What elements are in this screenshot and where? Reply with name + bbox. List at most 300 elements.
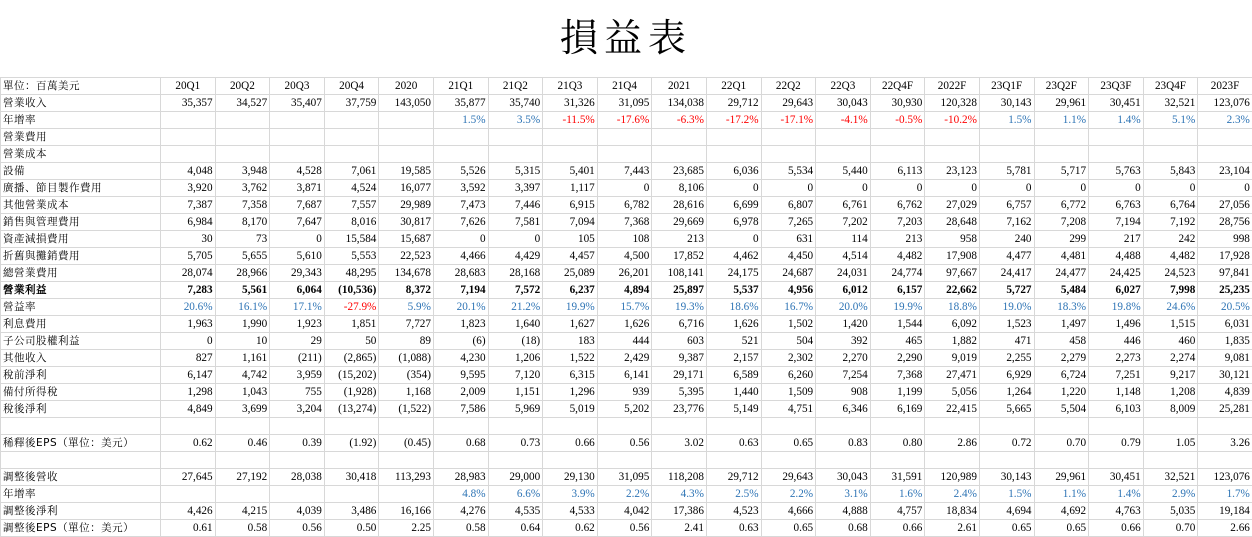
table-cell: 120,328 bbox=[925, 95, 980, 112]
table-cell bbox=[270, 112, 325, 129]
table-cell: 2,302 bbox=[761, 350, 816, 367]
table-row bbox=[1, 180, 1252, 197]
table-cell: 4,042 bbox=[597, 503, 652, 520]
row-label: 折舊與攤銷費用 bbox=[1, 248, 161, 265]
table-cell: 29,669 bbox=[652, 214, 707, 231]
table-cell: 29,712 bbox=[706, 95, 761, 112]
table-cell bbox=[706, 129, 761, 146]
table-cell: 4,466 bbox=[433, 248, 488, 265]
table-cell: 504 bbox=[761, 333, 816, 350]
table-cell: -17.1% bbox=[761, 112, 816, 129]
table-cell: 6,929 bbox=[979, 367, 1034, 384]
table-cell: 29,643 bbox=[761, 95, 816, 112]
table-cell: 30,817 bbox=[379, 214, 434, 231]
table-cell: 28,038 bbox=[270, 469, 325, 486]
table-cell: 29,343 bbox=[270, 265, 325, 282]
table-cell: 4,429 bbox=[488, 248, 543, 265]
table-cell: 0.62 bbox=[161, 435, 216, 452]
table-cell bbox=[706, 418, 761, 435]
table-cell: 6,699 bbox=[706, 197, 761, 214]
table-cell: 4,533 bbox=[543, 503, 598, 520]
table-cell: 4,215 bbox=[215, 503, 270, 520]
table-cell: 2.61 bbox=[925, 520, 980, 537]
table-cell bbox=[979, 452, 1034, 469]
table-cell: 0.64 bbox=[488, 520, 543, 537]
table-cell: 3.26 bbox=[1198, 435, 1252, 452]
table-cell: 7,061 bbox=[324, 163, 379, 180]
table-cell: 0.66 bbox=[870, 520, 925, 537]
table-cell: 7,581 bbox=[488, 214, 543, 231]
table-cell: 4,477 bbox=[979, 248, 1034, 265]
table-cell: 27,192 bbox=[215, 469, 270, 486]
table-cell: 0.56 bbox=[597, 520, 652, 537]
row-label: 營業費用 bbox=[1, 129, 161, 146]
table-cell: 7,265 bbox=[761, 214, 816, 231]
table-cell: 7,208 bbox=[1034, 214, 1089, 231]
table-cell: 4,514 bbox=[816, 248, 871, 265]
table-cell bbox=[652, 129, 707, 146]
column-header: 23Q2F bbox=[1034, 78, 1089, 95]
table-cell: 5,526 bbox=[433, 163, 488, 180]
row-label: 年增率 bbox=[1, 112, 161, 129]
table-cell: 183 bbox=[543, 333, 598, 350]
table-cell: 16,077 bbox=[379, 180, 434, 197]
table-cell: 31,095 bbox=[597, 95, 652, 112]
table-cell: -27.9% bbox=[324, 299, 379, 316]
table-cell: 4,482 bbox=[870, 248, 925, 265]
table-cell: 4,230 bbox=[433, 350, 488, 367]
table-cell: 1,161 bbox=[215, 350, 270, 367]
table-cell bbox=[215, 146, 270, 163]
table-cell bbox=[597, 129, 652, 146]
table-cell bbox=[488, 452, 543, 469]
table-cell: 6,157 bbox=[870, 282, 925, 299]
table-cell: 5,035 bbox=[1143, 503, 1198, 520]
column-header: 23Q4F bbox=[1143, 78, 1198, 95]
table-cell: 521 bbox=[706, 333, 761, 350]
table-row bbox=[1, 316, 1252, 333]
table-cell: 5,504 bbox=[1034, 401, 1089, 418]
table-cell bbox=[925, 146, 980, 163]
table-cell: 0.65 bbox=[1034, 520, 1089, 537]
table-cell: 6,763 bbox=[1089, 197, 1144, 214]
table-cell: 5,561 bbox=[215, 282, 270, 299]
table-cell: 0.58 bbox=[215, 520, 270, 537]
table-cell: 24,774 bbox=[870, 265, 925, 282]
table-cell: 5,056 bbox=[925, 384, 980, 401]
table-cell: 5,763 bbox=[1089, 163, 1144, 180]
table-cell bbox=[1034, 129, 1089, 146]
table-cell: 5,440 bbox=[816, 163, 871, 180]
table-cell: 5,149 bbox=[706, 401, 761, 418]
column-header: 21Q3 bbox=[543, 78, 598, 95]
table-cell: 6,346 bbox=[816, 401, 871, 418]
table-row bbox=[1, 299, 1252, 316]
table-cell: 4,894 bbox=[597, 282, 652, 299]
table-cell: 6,169 bbox=[870, 401, 925, 418]
table-cell: 6,036 bbox=[706, 163, 761, 180]
row-label: 其他收入 bbox=[1, 350, 161, 367]
table-cell bbox=[161, 486, 216, 503]
table-cell: (15,202) bbox=[324, 367, 379, 384]
row-label: 營業收入 bbox=[1, 95, 161, 112]
table-cell: 6.6% bbox=[488, 486, 543, 503]
table-cell bbox=[215, 486, 270, 503]
table-cell: 6,147 bbox=[161, 367, 216, 384]
table-cell: 1,199 bbox=[870, 384, 925, 401]
table-cell: 5,727 bbox=[979, 282, 1034, 299]
table-row bbox=[1, 214, 1252, 231]
table-cell: 1.7% bbox=[1198, 486, 1252, 503]
table-cell: 28,168 bbox=[488, 265, 543, 282]
table-cell: 0.56 bbox=[597, 435, 652, 452]
table-cell: 30,930 bbox=[870, 95, 925, 112]
table-row bbox=[1, 333, 1252, 350]
table-cell: 5,537 bbox=[706, 282, 761, 299]
table-cell: 1.1% bbox=[1034, 112, 1089, 129]
table-row bbox=[1, 163, 1252, 180]
table-cell bbox=[324, 146, 379, 163]
table-cell: 2,157 bbox=[706, 350, 761, 367]
table-cell: 30,143 bbox=[979, 469, 1034, 486]
row-label: 稀釋後EPS（單位：美元） bbox=[1, 435, 161, 452]
table-cell: 25,281 bbox=[1198, 401, 1252, 418]
table-cell: 15,584 bbox=[324, 231, 379, 248]
table-cell: 0.46 bbox=[215, 435, 270, 452]
column-header: 23Q1F bbox=[979, 78, 1034, 95]
table-cell: 2.9% bbox=[1143, 486, 1198, 503]
column-header: 20Q4 bbox=[324, 78, 379, 95]
table-cell: 5,315 bbox=[488, 163, 543, 180]
table-cell: 1,264 bbox=[979, 384, 1034, 401]
table-cell: (1,928) bbox=[324, 384, 379, 401]
table-cell: 24,425 bbox=[1089, 265, 1144, 282]
table-cell: 2,279 bbox=[1034, 350, 1089, 367]
column-header: 20Q2 bbox=[215, 78, 270, 95]
table-cell bbox=[706, 452, 761, 469]
table-cell: 0 bbox=[270, 231, 325, 248]
column-header: 2023F bbox=[1198, 78, 1252, 95]
table-cell: 3,397 bbox=[488, 180, 543, 197]
table-cell: 17,928 bbox=[1198, 248, 1252, 265]
table-cell: 29 bbox=[270, 333, 325, 350]
table-row bbox=[1, 435, 1252, 452]
table-cell: 32,521 bbox=[1143, 469, 1198, 486]
table-cell: 0.39 bbox=[270, 435, 325, 452]
table-cell: 4,757 bbox=[870, 503, 925, 520]
table-cell: 0 bbox=[488, 231, 543, 248]
table-cell: 18.8% bbox=[925, 299, 980, 316]
table-cell: 5,969 bbox=[488, 401, 543, 418]
row-label: 年增率 bbox=[1, 486, 161, 503]
table-cell: 0 bbox=[925, 180, 980, 197]
table-cell: 19.8% bbox=[1089, 299, 1144, 316]
table-cell: (6) bbox=[433, 333, 488, 350]
table-cell: 2.4% bbox=[925, 486, 980, 503]
table-cell bbox=[161, 146, 216, 163]
table-cell: 17,386 bbox=[652, 503, 707, 520]
table-cell: 29,171 bbox=[652, 367, 707, 384]
table-cell: 9,081 bbox=[1198, 350, 1252, 367]
table-cell: 0.66 bbox=[1089, 520, 1144, 537]
table-row bbox=[1, 282, 1252, 299]
table-cell: 7,283 bbox=[161, 282, 216, 299]
table-cell bbox=[870, 146, 925, 163]
table-row bbox=[1, 265, 1252, 282]
table-cell: 35,877 bbox=[433, 95, 488, 112]
table-cell: 3,948 bbox=[215, 163, 270, 180]
table-cell bbox=[488, 146, 543, 163]
table-cell bbox=[1198, 129, 1252, 146]
table-cell bbox=[1089, 418, 1144, 435]
table-cell: 465 bbox=[870, 333, 925, 350]
table-cell: 35,357 bbox=[161, 95, 216, 112]
table-cell: 31,591 bbox=[870, 469, 925, 486]
table-cell: 998 bbox=[1198, 231, 1252, 248]
table-cell: 108,141 bbox=[652, 265, 707, 282]
table-cell: 6,782 bbox=[597, 197, 652, 214]
table-cell: 6,716 bbox=[652, 316, 707, 333]
table-cell: 0.68 bbox=[816, 520, 871, 537]
table-cell: 123,076 bbox=[1198, 469, 1252, 486]
table-cell: 29,130 bbox=[543, 469, 598, 486]
table-cell: 21.2% bbox=[488, 299, 543, 316]
column-header: 2020 bbox=[379, 78, 434, 95]
table-cell: 24.6% bbox=[1143, 299, 1198, 316]
table-cell bbox=[488, 418, 543, 435]
table-cell bbox=[816, 129, 871, 146]
table-cell: 35,407 bbox=[270, 95, 325, 112]
table-cell: 5,401 bbox=[543, 163, 598, 180]
table-row bbox=[1, 520, 1252, 537]
table-cell: 114 bbox=[816, 231, 871, 248]
table-cell: 105 bbox=[543, 231, 598, 248]
table-cell: 1,220 bbox=[1034, 384, 1089, 401]
table-cell: 2,255 bbox=[979, 350, 1034, 367]
table-cell: 0 bbox=[1089, 180, 1144, 197]
table-cell: 4,763 bbox=[1089, 503, 1144, 520]
table-cell: 0.65 bbox=[761, 520, 816, 537]
table-cell: (1,522) bbox=[379, 401, 434, 418]
table-cell: 29,712 bbox=[706, 469, 761, 486]
table-cell: -10.2% bbox=[925, 112, 980, 129]
table-cell bbox=[543, 129, 598, 146]
table-cell: 4,481 bbox=[1034, 248, 1089, 265]
table-cell: 5.9% bbox=[379, 299, 434, 316]
table-cell: 30,418 bbox=[324, 469, 379, 486]
table-cell: 120,989 bbox=[925, 469, 980, 486]
table-cell: 17,852 bbox=[652, 248, 707, 265]
table-cell: 6,012 bbox=[816, 282, 871, 299]
table-cell: 2,274 bbox=[1143, 350, 1198, 367]
table-cell: 30,121 bbox=[1198, 367, 1252, 384]
table-cell: 4,849 bbox=[161, 401, 216, 418]
table-cell: 7,194 bbox=[433, 282, 488, 299]
table-cell: 7,473 bbox=[433, 197, 488, 214]
table-cell bbox=[761, 452, 816, 469]
table-cell: 1,823 bbox=[433, 316, 488, 333]
table-cell: 0.79 bbox=[1089, 435, 1144, 452]
row-label: 營業成本 bbox=[1, 146, 161, 163]
table-cell: 5,843 bbox=[1143, 163, 1198, 180]
table-cell bbox=[488, 129, 543, 146]
table-cell bbox=[816, 452, 871, 469]
table-cell: 113,293 bbox=[379, 469, 434, 486]
row-label: 備付所得稅 bbox=[1, 384, 161, 401]
table-row bbox=[1, 231, 1252, 248]
table-cell: 15,687 bbox=[379, 231, 434, 248]
table-cell: 2.2% bbox=[597, 486, 652, 503]
table-cell: 755 bbox=[270, 384, 325, 401]
table-cell: 2.5% bbox=[706, 486, 761, 503]
table-row bbox=[1, 146, 1252, 163]
table-cell: 0.50 bbox=[324, 520, 379, 537]
table-cell: 9,217 bbox=[1143, 367, 1198, 384]
table-cell: 4,039 bbox=[270, 503, 325, 520]
row-label: 子公司股權利益 bbox=[1, 333, 161, 350]
table-cell: (18) bbox=[488, 333, 543, 350]
table-cell bbox=[379, 418, 434, 435]
table-cell: 7,998 bbox=[1143, 282, 1198, 299]
table-cell: 4,742 bbox=[215, 367, 270, 384]
table-cell: 30,143 bbox=[979, 95, 1034, 112]
table-cell: 0.56 bbox=[270, 520, 325, 537]
table-cell bbox=[652, 418, 707, 435]
table-cell: (1,088) bbox=[379, 350, 434, 367]
table-cell: 6,260 bbox=[761, 367, 816, 384]
table-cell: 0.73 bbox=[488, 435, 543, 452]
table-cell: 97,841 bbox=[1198, 265, 1252, 282]
table-cell: 4,956 bbox=[761, 282, 816, 299]
table-cell: 0 bbox=[979, 180, 1034, 197]
table-cell bbox=[1198, 452, 1252, 469]
table-cell: 7,120 bbox=[488, 367, 543, 384]
table-cell: 29,000 bbox=[488, 469, 543, 486]
table-cell: 17.1% bbox=[270, 299, 325, 316]
table-cell: 0.72 bbox=[979, 435, 1034, 452]
table-cell: 6,027 bbox=[1089, 282, 1144, 299]
table-cell: -6.3% bbox=[652, 112, 707, 129]
table-cell: 3,699 bbox=[215, 401, 270, 418]
table-cell: 1,298 bbox=[161, 384, 216, 401]
table-cell: 4,523 bbox=[706, 503, 761, 520]
table-cell: 23,104 bbox=[1198, 163, 1252, 180]
table-cell: 10 bbox=[215, 333, 270, 350]
table-cell: 6,103 bbox=[1089, 401, 1144, 418]
column-header: 21Q1 bbox=[433, 78, 488, 95]
table-cell: 1,043 bbox=[215, 384, 270, 401]
table-cell: 19.9% bbox=[543, 299, 598, 316]
table-cell: 3.02 bbox=[652, 435, 707, 452]
table-row bbox=[1, 129, 1252, 146]
table-cell: 3.1% bbox=[816, 486, 871, 503]
table-cell: 31,326 bbox=[543, 95, 598, 112]
table-cell: 7,446 bbox=[488, 197, 543, 214]
table-cell: 4,276 bbox=[433, 503, 488, 520]
table-cell: 6,724 bbox=[1034, 367, 1089, 384]
table-cell: 19.9% bbox=[870, 299, 925, 316]
table-cell: 22,523 bbox=[379, 248, 434, 265]
table-cell bbox=[433, 452, 488, 469]
table-cell: 3,762 bbox=[215, 180, 270, 197]
table-cell: 1,206 bbox=[488, 350, 543, 367]
table-cell: 5,484 bbox=[1034, 282, 1089, 299]
table-cell: 4,694 bbox=[979, 503, 1034, 520]
table-cell: 0.80 bbox=[870, 435, 925, 452]
table-cell: 24,417 bbox=[979, 265, 1034, 282]
table-cell: 1,509 bbox=[761, 384, 816, 401]
table-cell: 28,648 bbox=[925, 214, 980, 231]
table-cell: 0.70 bbox=[1034, 435, 1089, 452]
table-cell: 25,897 bbox=[652, 282, 707, 299]
table-cell bbox=[925, 418, 980, 435]
table-cell: 7,387 bbox=[161, 197, 216, 214]
table-cell: 7,251 bbox=[1089, 367, 1144, 384]
table-cell bbox=[433, 146, 488, 163]
table-cell bbox=[379, 486, 434, 503]
table-cell: 27,645 bbox=[161, 469, 216, 486]
table-cell bbox=[270, 486, 325, 503]
table-cell: 24,477 bbox=[1034, 265, 1089, 282]
table-cell: 29,643 bbox=[761, 469, 816, 486]
table-cell: 6,757 bbox=[979, 197, 1034, 214]
table-cell: 22,415 bbox=[925, 401, 980, 418]
table-cell: 1,522 bbox=[543, 350, 598, 367]
table-cell: 1,640 bbox=[488, 316, 543, 333]
table-cell bbox=[215, 418, 270, 435]
table-cell: 7,194 bbox=[1089, 214, 1144, 231]
table-cell bbox=[379, 129, 434, 146]
table-cell: -0.5% bbox=[870, 112, 925, 129]
table-cell: 30,451 bbox=[1089, 469, 1144, 486]
table-cell: 1,117 bbox=[543, 180, 598, 197]
table-cell bbox=[652, 452, 707, 469]
table-cell: 0 bbox=[1143, 180, 1198, 197]
table-cell bbox=[324, 112, 379, 129]
table-cell: 2.86 bbox=[925, 435, 980, 452]
table-cell: 827 bbox=[161, 350, 216, 367]
table-cell bbox=[433, 418, 488, 435]
table-cell bbox=[816, 418, 871, 435]
table-cell: 25,235 bbox=[1198, 282, 1252, 299]
table-cell bbox=[1089, 452, 1144, 469]
table-cell: (354) bbox=[379, 367, 434, 384]
table-cell: 24,687 bbox=[761, 265, 816, 282]
table-cell: 8,106 bbox=[652, 180, 707, 197]
table-cell: 118,208 bbox=[652, 469, 707, 486]
table-cell: 20.5% bbox=[1198, 299, 1252, 316]
table-cell: 471 bbox=[979, 333, 1034, 350]
table-cell: 0.70 bbox=[1143, 520, 1198, 537]
table-cell bbox=[1089, 146, 1144, 163]
table-cell: -4.1% bbox=[816, 112, 871, 129]
table-cell: 3,592 bbox=[433, 180, 488, 197]
table-cell bbox=[925, 452, 980, 469]
table-cell: 4.8% bbox=[433, 486, 488, 503]
table-cell: 23,685 bbox=[652, 163, 707, 180]
table-cell: 4.3% bbox=[652, 486, 707, 503]
table-cell: 5,019 bbox=[543, 401, 598, 418]
table-cell: 1,496 bbox=[1089, 316, 1144, 333]
table-cell: 4,666 bbox=[761, 503, 816, 520]
table-cell: 6,092 bbox=[925, 316, 980, 333]
table-cell bbox=[270, 146, 325, 163]
table-cell: (2,865) bbox=[324, 350, 379, 367]
table-cell: 0.65 bbox=[979, 520, 1034, 537]
table-cell: 7,647 bbox=[270, 214, 325, 231]
table-cell: 1.6% bbox=[870, 486, 925, 503]
table-cell: 458 bbox=[1034, 333, 1089, 350]
